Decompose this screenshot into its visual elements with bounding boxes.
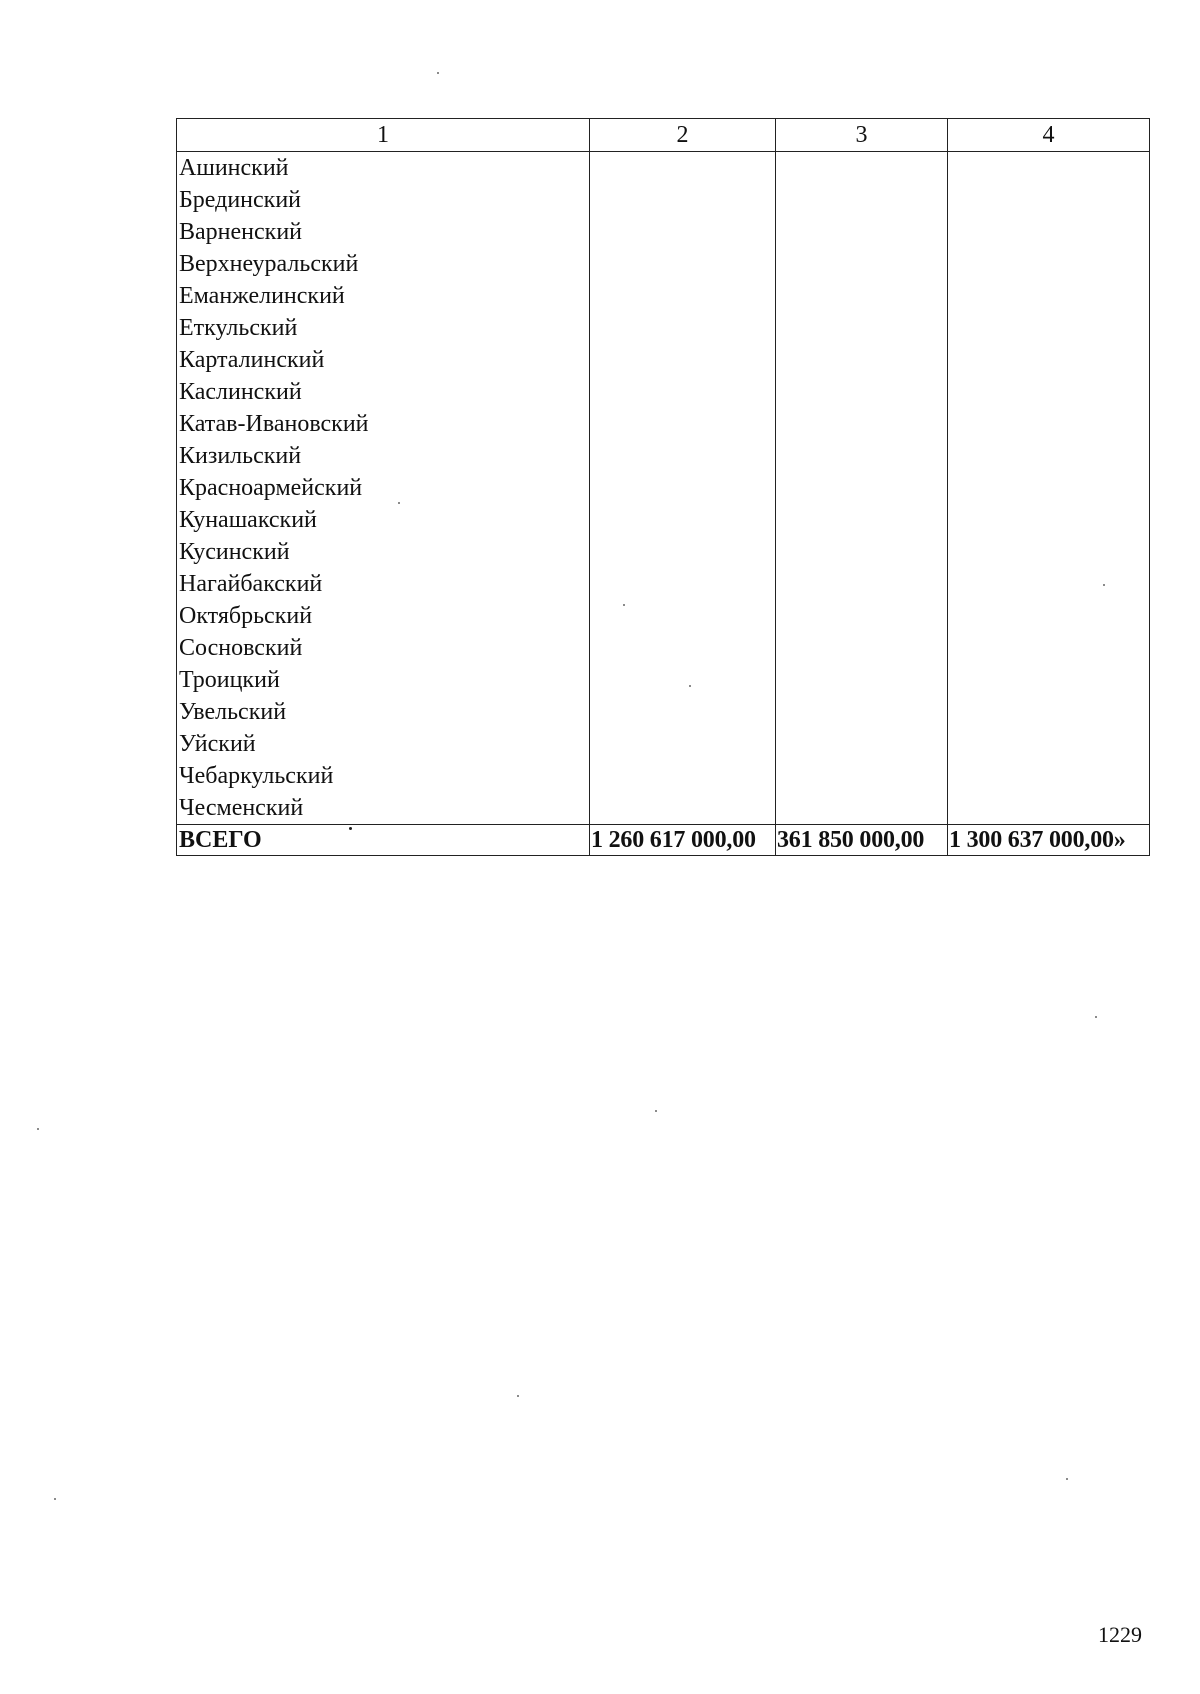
- table-row: [177, 440, 1150, 472]
- district-name: Еткульский: [177, 312, 590, 344]
- empty-cell-col2: [590, 408, 776, 440]
- total-label: ВСЕГО: [177, 825, 590, 856]
- district-name: Брединский: [177, 184, 590, 216]
- district-name: Ашинский: [177, 152, 590, 185]
- empty-cell-col3: [776, 504, 948, 536]
- scan-speck: [623, 604, 625, 606]
- scan-speck: [1103, 584, 1105, 586]
- district-name: Увельский: [177, 696, 590, 728]
- empty-cell-col4: [948, 792, 1150, 825]
- table-row: [177, 792, 1150, 825]
- total-value-col4: 1 300 637 000,00»: [948, 825, 1150, 856]
- empty-cell-col3: [776, 216, 948, 248]
- empty-cell-col4: [948, 568, 1150, 600]
- district-name: Красноармейский: [177, 472, 590, 504]
- empty-cell-col4: [948, 728, 1150, 760]
- empty-cell-col3: [776, 728, 948, 760]
- column-header-3: 3: [776, 119, 948, 152]
- empty-cell-col4: [948, 440, 1150, 472]
- empty-cell-col3: [776, 600, 948, 632]
- table-row: [177, 408, 1150, 440]
- column-header-2: 2: [590, 119, 776, 152]
- table-row: [177, 152, 1150, 185]
- district-name: Еманжелинский: [177, 280, 590, 312]
- empty-cell-col3: [776, 632, 948, 664]
- empty-cell-col2: [590, 280, 776, 312]
- table-row: [177, 472, 1150, 504]
- empty-cell-col4: [948, 632, 1150, 664]
- district-name: Карталинский: [177, 344, 590, 376]
- empty-cell-col3: [776, 376, 948, 408]
- district-name: Уйский: [177, 728, 590, 760]
- table-row: [177, 216, 1150, 248]
- empty-cell-col2: [590, 248, 776, 280]
- empty-cell-col2: [590, 600, 776, 632]
- empty-cell-col2: [590, 696, 776, 728]
- scan-speck: [1095, 1016, 1097, 1018]
- empty-cell-col3: [776, 248, 948, 280]
- table-row: [177, 664, 1150, 696]
- empty-cell-col3: [776, 280, 948, 312]
- empty-cell-col2: [590, 664, 776, 696]
- table-row: [177, 504, 1150, 536]
- empty-cell-col4: [948, 536, 1150, 568]
- district-name: Сосновский: [177, 632, 590, 664]
- table-body: [177, 152, 1150, 825]
- empty-cell-col3: [776, 312, 948, 344]
- district-name: Чебаркульский: [177, 760, 590, 792]
- scan-speck: [437, 72, 439, 74]
- empty-cell-col3: [776, 184, 948, 216]
- table-header-row: [177, 119, 1150, 152]
- empty-cell-col4: [948, 344, 1150, 376]
- empty-cell-col3: [776, 792, 948, 825]
- empty-cell-col4: [948, 152, 1150, 185]
- empty-cell-col3: [776, 472, 948, 504]
- scan-speck: [398, 502, 400, 504]
- scan-speck: [37, 1128, 39, 1130]
- empty-cell-col4: [948, 248, 1150, 280]
- scan-speck: [1066, 1478, 1068, 1480]
- column-header-4: 4: [948, 119, 1150, 152]
- total-row: [177, 825, 1150, 856]
- empty-cell-col2: [590, 184, 776, 216]
- empty-cell-col3: [776, 408, 948, 440]
- table-row: [177, 568, 1150, 600]
- district-name: Кусинский: [177, 536, 590, 568]
- page-number: 1229: [1098, 1622, 1142, 1647]
- total-value-col2: 1 260 617 000,00: [590, 825, 776, 856]
- empty-cell-col4: [948, 184, 1150, 216]
- column-header-1: 1: [177, 119, 590, 152]
- scan-speck: [655, 1110, 657, 1112]
- empty-cell-col2: [590, 440, 776, 472]
- table-row: [177, 696, 1150, 728]
- empty-cell-col2: [590, 632, 776, 664]
- table-row: [177, 536, 1150, 568]
- scan-speck: [54, 1498, 56, 1500]
- district-name: Варненский: [177, 216, 590, 248]
- table-row: [177, 376, 1150, 408]
- empty-cell-col4: [948, 408, 1150, 440]
- empty-cell-col4: [948, 760, 1150, 792]
- empty-cell-col2: [590, 312, 776, 344]
- table-row: [177, 248, 1150, 280]
- district-name: Чесменский: [177, 792, 590, 825]
- empty-cell-col4: [948, 216, 1150, 248]
- empty-cell-col4: [948, 504, 1150, 536]
- table-row: [177, 344, 1150, 376]
- empty-cell-col2: [590, 760, 776, 792]
- table-row: [177, 280, 1150, 312]
- empty-cell-col3: [776, 664, 948, 696]
- empty-cell-col4: [948, 696, 1150, 728]
- empty-cell-col2: [590, 504, 776, 536]
- district-name: Кизильский: [177, 440, 590, 472]
- empty-cell-col4: [948, 600, 1150, 632]
- table-row: [177, 760, 1150, 792]
- empty-cell-col3: [776, 440, 948, 472]
- empty-cell-col2: [590, 344, 776, 376]
- district-name: Верхнеуральский: [177, 248, 590, 280]
- empty-cell-col2: [590, 216, 776, 248]
- table-row: [177, 728, 1150, 760]
- table-row: [177, 600, 1150, 632]
- empty-cell-col2: [590, 376, 776, 408]
- empty-cell-col2: [590, 792, 776, 825]
- district-name: Кунашакский: [177, 504, 590, 536]
- empty-cell-col2: [590, 568, 776, 600]
- district-name: Октябрьский: [177, 600, 590, 632]
- district-name: Троицкий: [177, 664, 590, 696]
- table-row: [177, 632, 1150, 664]
- empty-cell-col2: [590, 536, 776, 568]
- empty-cell-col2: [590, 728, 776, 760]
- districts-table: [176, 118, 1150, 856]
- total-value-col3: 361 850 000,00: [776, 825, 948, 856]
- empty-cell-col4: [948, 312, 1150, 344]
- empty-cell-col4: [948, 472, 1150, 504]
- district-name: Катав-Ивановский: [177, 408, 590, 440]
- empty-cell-col3: [776, 696, 948, 728]
- district-name: Каслинский: [177, 376, 590, 408]
- empty-cell-col3: [776, 568, 948, 600]
- empty-cell-col4: [948, 664, 1150, 696]
- empty-cell-col2: [590, 152, 776, 185]
- scan-speck: [349, 827, 352, 830]
- empty-cell-col4: [948, 280, 1150, 312]
- empty-cell-col3: [776, 536, 948, 568]
- empty-cell-col3: [776, 152, 948, 185]
- empty-cell-col3: [776, 344, 948, 376]
- table-row: [177, 184, 1150, 216]
- empty-cell-col2: [590, 472, 776, 504]
- scan-speck: [689, 685, 691, 687]
- table-row: [177, 312, 1150, 344]
- scan-speck: [517, 1395, 519, 1397]
- empty-cell-col3: [776, 760, 948, 792]
- district-name: Нагайбакский: [177, 568, 590, 600]
- empty-cell-col4: [948, 376, 1150, 408]
